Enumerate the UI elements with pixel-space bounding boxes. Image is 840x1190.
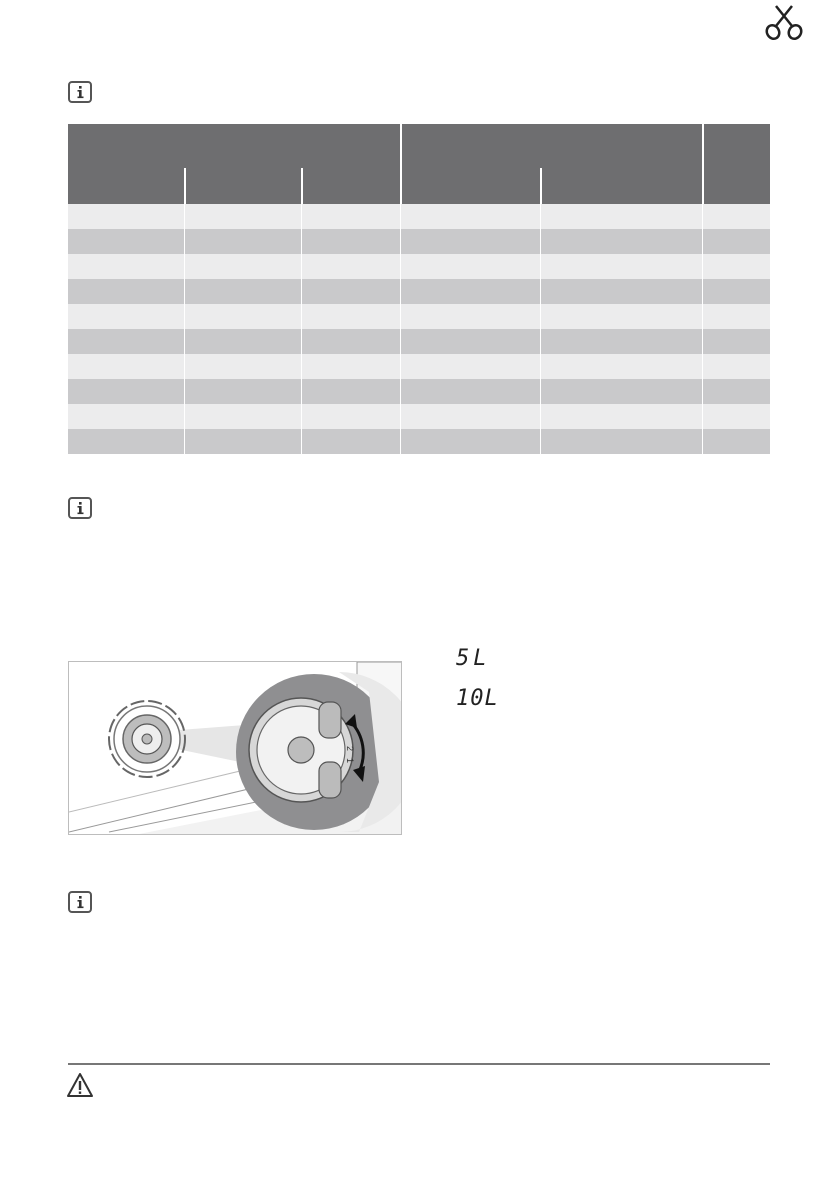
table-cell <box>185 254 302 279</box>
table-cell <box>302 404 401 429</box>
table-row <box>68 404 770 429</box>
dial-label-1: 1 <box>345 758 355 764</box>
table-cell <box>185 204 302 229</box>
table-cell <box>401 404 541 429</box>
table-cell <box>541 404 703 429</box>
table-cell <box>401 329 541 354</box>
table-cell <box>541 304 703 329</box>
table-cell <box>68 429 185 454</box>
display-10l <box>456 683 500 711</box>
table-cell <box>302 354 401 379</box>
table-cell <box>68 304 185 329</box>
warning-icon <box>66 1072 94 1098</box>
table-cell <box>302 429 401 454</box>
table-cell <box>703 204 770 229</box>
info-icon <box>68 891 92 913</box>
table-cell <box>68 229 185 254</box>
table-cell <box>302 254 401 279</box>
table-row <box>68 354 770 379</box>
table-cell <box>68 379 185 404</box>
table-cell <box>68 329 185 354</box>
table-row <box>68 429 770 454</box>
table-cell <box>68 204 185 229</box>
table-row <box>68 254 770 279</box>
table-cell <box>401 354 541 379</box>
table-cell <box>185 304 302 329</box>
table-cell <box>703 279 770 304</box>
table-row <box>68 379 770 404</box>
table-cell <box>302 379 401 404</box>
table-cell <box>68 354 185 379</box>
display-10l-text: 10L <box>456 686 499 711</box>
table-row <box>68 329 770 354</box>
table-cell <box>541 229 703 254</box>
table-cell <box>541 379 703 404</box>
table-cell <box>68 404 185 429</box>
info-icon <box>68 497 92 519</box>
table-cell <box>703 379 770 404</box>
table-cell <box>302 229 401 254</box>
table-cell <box>703 254 770 279</box>
table-cell <box>401 429 541 454</box>
table-header <box>68 124 770 204</box>
scissors-icon <box>764 4 804 44</box>
table-cell <box>541 279 703 304</box>
table-cell <box>185 429 302 454</box>
data-table <box>68 124 770 454</box>
display-5l-text: 5L <box>456 646 491 671</box>
dial-label-2: 2 <box>345 746 355 752</box>
table-cell <box>302 279 401 304</box>
table-cell <box>401 229 541 254</box>
table-cell <box>541 204 703 229</box>
table-cell <box>185 379 302 404</box>
table-cell <box>401 204 541 229</box>
table-cell <box>185 404 302 429</box>
table-cell <box>541 254 703 279</box>
table-cell <box>401 254 541 279</box>
table-cell <box>185 329 302 354</box>
table-cell <box>68 254 185 279</box>
table-cell <box>703 229 770 254</box>
table-cell <box>541 354 703 379</box>
table-cell <box>703 404 770 429</box>
table-row <box>68 279 770 304</box>
table-row <box>68 304 770 329</box>
table-cell <box>401 379 541 404</box>
table-cell <box>703 304 770 329</box>
table-cell <box>541 329 703 354</box>
table-cell <box>401 304 541 329</box>
dial-illustration <box>68 661 402 835</box>
section-divider <box>68 1063 770 1065</box>
table-cell <box>703 429 770 454</box>
table-row <box>68 204 770 229</box>
table-cell <box>185 354 302 379</box>
table-cell <box>541 429 703 454</box>
info-icon <box>68 81 92 103</box>
table-cell <box>302 204 401 229</box>
table-cell <box>401 279 541 304</box>
table-cell <box>185 279 302 304</box>
table-cell <box>302 304 401 329</box>
table-cell <box>68 279 185 304</box>
table-body <box>68 204 770 454</box>
display-5l <box>456 643 496 671</box>
table-cell <box>703 329 770 354</box>
table-row <box>68 229 770 254</box>
table-cell <box>703 354 770 379</box>
table-cell <box>302 329 401 354</box>
table-cell <box>185 229 302 254</box>
